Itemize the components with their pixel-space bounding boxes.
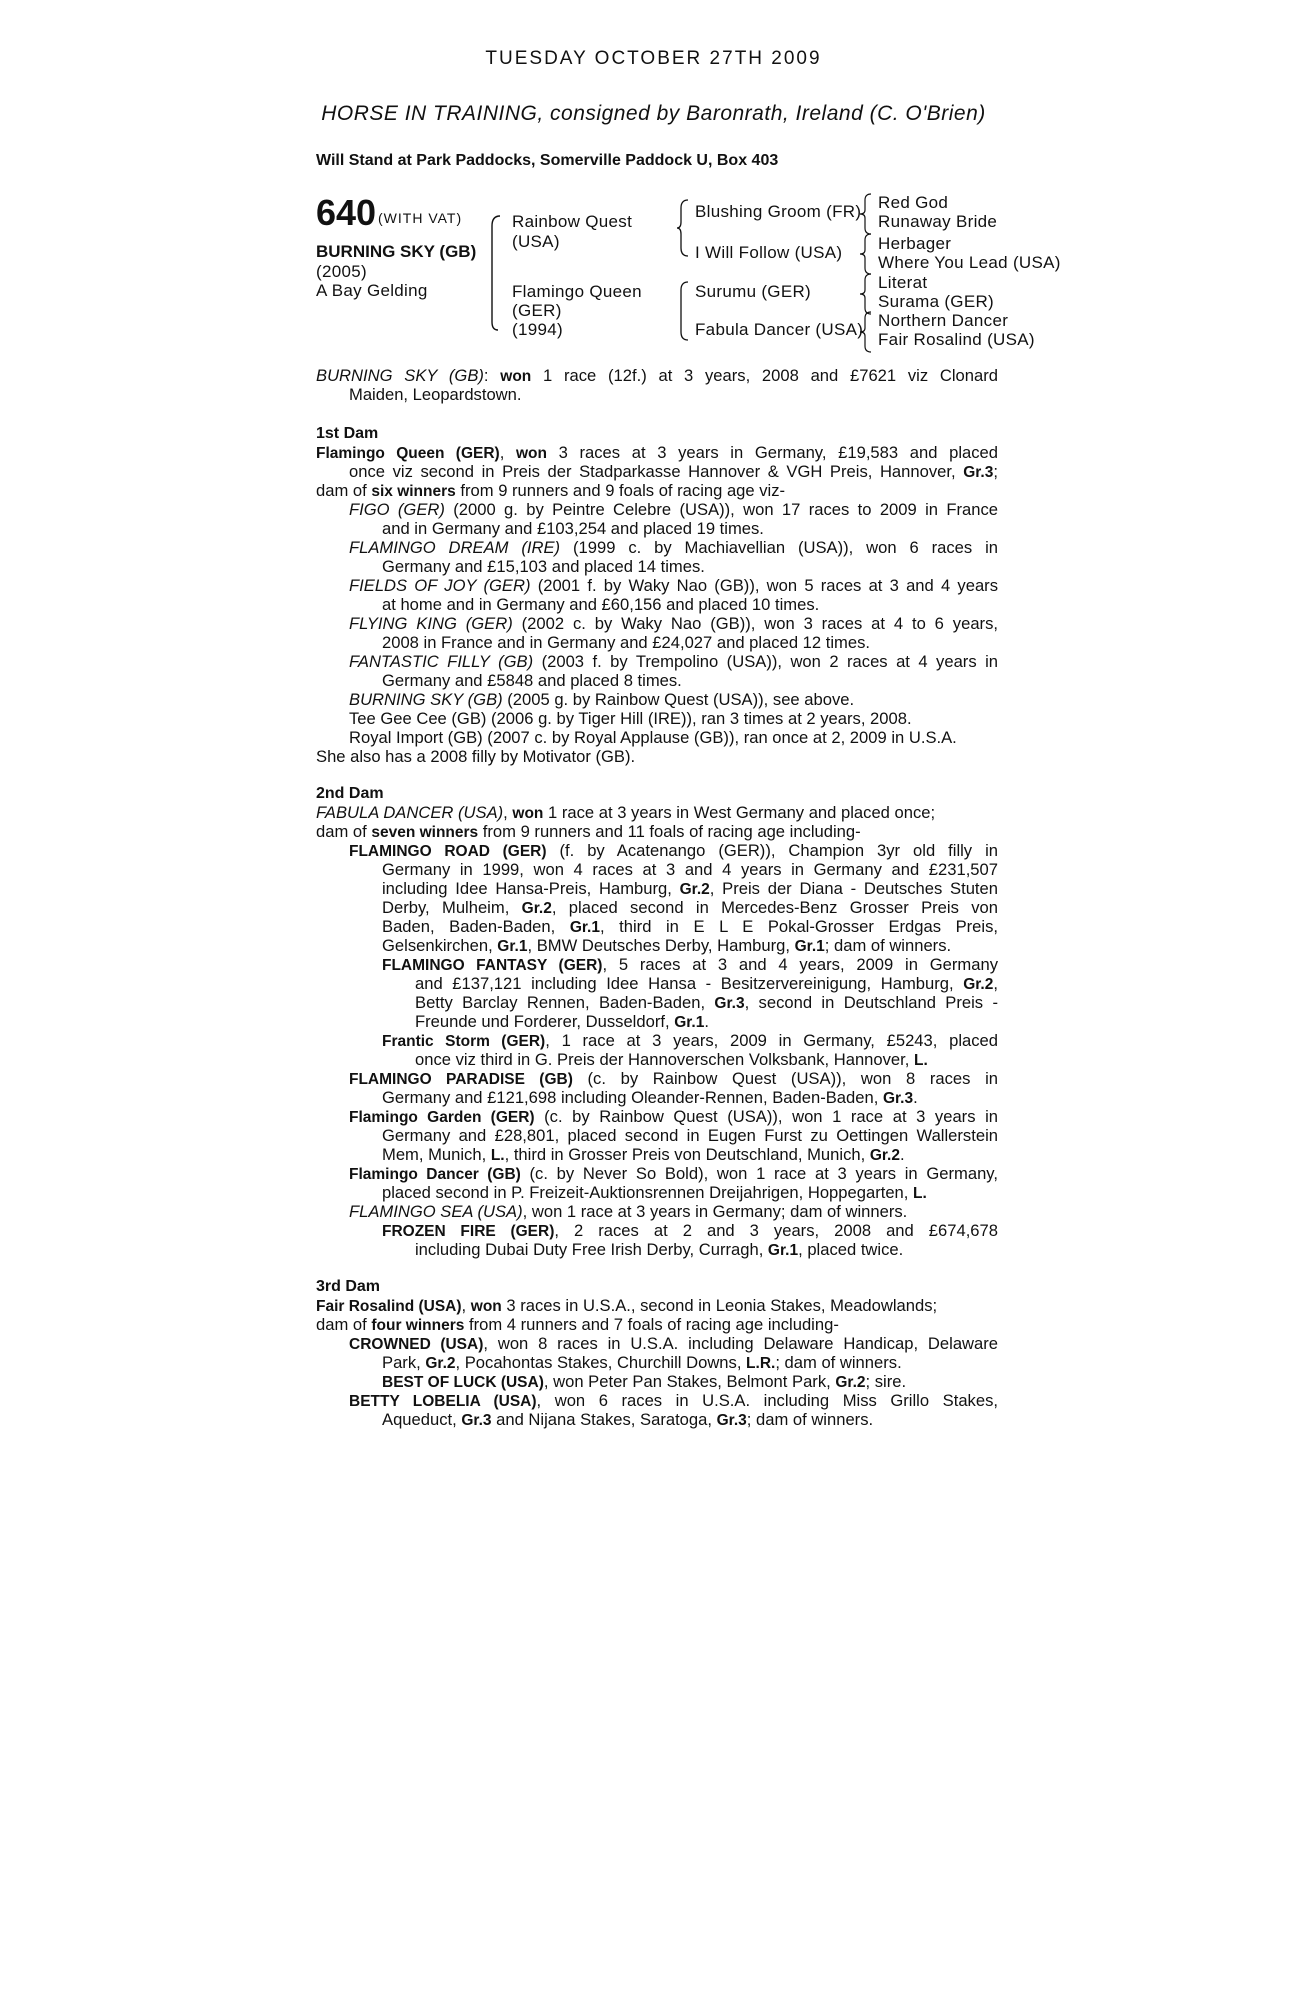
text-line — [316, 366, 998, 385]
text-run: Gr.2 — [869, 1147, 900, 1164]
ggp-5: Literat — [878, 273, 928, 292]
text-run: , — [503, 803, 513, 822]
ggp-8: Fair Rosalind (USA) — [878, 330, 1035, 349]
text-line — [316, 1107, 998, 1126]
text-line — [316, 500, 998, 519]
text-line: Tee Gee Cee (GB) (2006 g. by Tiger Hill (IRE)), ran 3 times at 2 years, 2008. — [349, 709, 912, 728]
text-line — [316, 1391, 998, 1410]
text-run: Flamingo Dancer (GB) — [349, 1166, 521, 1183]
text-run: FABULA DANCER (USA) — [316, 803, 504, 822]
text-run: , placed twice. — [798, 1240, 904, 1259]
text-run: Gr.2 — [835, 1374, 866, 1391]
text-line: Maiden, Leopardstown. — [349, 385, 522, 404]
text-run: Derby, Mulheim, — [382, 898, 522, 917]
text-run: CROWNED (USA) — [349, 1336, 484, 1353]
text-run: dam of — [316, 481, 372, 500]
text-run: once viz third in G. Preis der Hannoverschen Volksbank, Hannover, — [415, 1050, 914, 1069]
text-run: . — [899, 1145, 905, 1164]
brace-g4 — [858, 310, 874, 354]
text-line — [316, 879, 998, 898]
text-run: from 9 runners and 11 foals of racing age including- — [478, 822, 861, 841]
ggp-4: Where You Lead (USA) — [878, 253, 1061, 272]
text-run: FLAMINGO ROAD (GER) — [349, 843, 547, 860]
text-run: . — [704, 1012, 709, 1031]
consignment-line: HORSE IN TRAINING, consigned by Baronrath, Ireland (C. O'Brien) — [321, 102, 986, 125]
dam-origin: (GER) — [512, 301, 562, 320]
text-run: Gr.1 — [767, 1242, 799, 1259]
text-run: placed second in P. Freizeit-Auktionsrennen Dreijahrigen, Hoppegarten, — [382, 1183, 914, 1202]
text-run: FLAMINGO FANTASY (GER) — [382, 957, 603, 974]
text-run: Gr.1 — [497, 938, 528, 955]
text-run: Gelsenkirchen, — [382, 936, 498, 955]
text-line — [316, 1145, 998, 1164]
text-line — [316, 576, 998, 595]
text-run: 3 races at 3 years in Germany, £19,583 and placed — [546, 443, 998, 462]
text-run: Gr.3 — [882, 1090, 914, 1107]
pedigree-brace-main — [486, 212, 506, 332]
text-line: Germany in 1999, won 4 races at 3 and 4 years in Germany and £231,507 — [382, 860, 998, 879]
text-run: Gr.2 — [425, 1355, 456, 1372]
text-run: Gr.2 — [521, 900, 552, 917]
third-dam-heading: 3rd Dam — [316, 1278, 381, 1295]
text-run: FIGO (GER) — [349, 500, 445, 519]
text-line — [316, 841, 998, 860]
sire-sire: Blushing Groom (FR) — [695, 202, 862, 221]
text-run: 1 race (12f.) at 3 years, 2008 and £7621 viz Clonard — [531, 366, 998, 385]
text-run: (c. by Rainbow Quest (USA)), won 1 race at 3 years in — [534, 1107, 998, 1126]
stand-location: Will Stand at Park Paddocks, Somerville Paddock U, Box 403 — [316, 152, 779, 169]
text-line — [316, 1372, 998, 1391]
sire-dam: I Will Follow (USA) — [695, 243, 843, 262]
second-dam-section — [316, 784, 998, 1259]
text-run: FLYING KING (GER) — [349, 614, 513, 633]
ggp-2: Runaway Bride — [878, 212, 998, 231]
text-run: (1999 c. by Machiavellian (USA)), won 6 races in — [560, 538, 998, 557]
text-line — [316, 1012, 998, 1031]
text-run: once viz second in Preis der Stadparkasse Hannover & VGH Preis, Hannover, — [349, 462, 964, 481]
text-run: (c. by Rainbow Quest (USA)), won 8 races in — [572, 1069, 998, 1088]
text-line — [316, 1410, 998, 1429]
text-run: won — [470, 1298, 502, 1315]
text-line: Germany and £15,103 and placed 14 times. — [382, 557, 705, 576]
text-run: Mem, Munich, — [382, 1145, 491, 1164]
text-line — [316, 1315, 998, 1334]
text-run: won — [512, 805, 544, 822]
ggp-6: Surama (GER) — [878, 292, 995, 311]
text-line — [316, 1031, 998, 1050]
ggp-1: Red God — [878, 193, 949, 212]
text-line — [316, 974, 998, 993]
text-run: 1 race at 3 years in West Germany and placed once; — [543, 803, 936, 822]
text-run: Gr.2 — [963, 976, 994, 993]
text-run: (c. by Never So Bold), won 1 race at 3 years in Germany, — [520, 1164, 998, 1183]
text-run: including Idee Hansa-Preis, Hamburg, — [382, 879, 680, 898]
text-line — [316, 1221, 998, 1240]
text-run: , second in Deutschland Preis - — [744, 993, 998, 1012]
text-run: (2000 g. by Peintre Celebre (USA)), won 17 races to 2009 in France — [444, 500, 998, 519]
text-run: Gr.1 — [569, 919, 600, 936]
sire-name: Rainbow Quest — [512, 212, 633, 231]
text-run: BURNING SKY (GB) — [316, 366, 484, 385]
text-run: , won 8 races in U.S.A. including Delaware Handicap, Delaware — [483, 1334, 999, 1353]
brace-g2 — [858, 232, 874, 276]
text-run: Gr.2 — [679, 881, 710, 898]
foaling-year: (2005) — [316, 262, 367, 281]
text-run: . — [913, 1088, 918, 1107]
text-line: Germany and £5848 and placed 8 times. — [382, 671, 682, 690]
text-run: L. — [490, 1147, 505, 1164]
text-line: Royal Import (GB) (2007 c. by Royal Applause (GB)), ran once at 2, 2009 in U.S.A. — [349, 728, 957, 747]
text-run: , third in E L E Pokal-Grosser Erdgas Preis, — [599, 917, 998, 936]
text-run: , won Peter Pan Stakes, Belmont Park, — [543, 1372, 836, 1391]
text-line — [316, 917, 998, 936]
text-run: , — [499, 443, 516, 462]
text-run: FLAMINGO SEA (USA) — [349, 1202, 523, 1221]
lot-number: 640 — [316, 192, 377, 233]
text-run: ; sire. — [865, 1372, 907, 1391]
text-run: ; — [993, 462, 998, 481]
third-dam-section — [316, 1277, 998, 1429]
text-run: , 2 races at 2 and 3 years, 2008 and £674,678 — [554, 1221, 998, 1240]
text-run: , 5 races at 3 and 4 years, 2009 in Germany — [602, 955, 998, 974]
text-run: (2001 f. by Waky Nao (GB)), won 5 races at 3 and 4 years — [530, 576, 998, 595]
sale-date-header: TUESDAY OCTOBER 27TH 2009 — [485, 48, 822, 69]
text-line — [316, 955, 998, 974]
text-run: , won 1 race at 3 years in Germany; dam of winners. — [522, 1202, 908, 1221]
text-line — [316, 1050, 998, 1069]
text-line — [316, 481, 998, 500]
text-run: (2003 f. by Trempolino (USA)), won 2 races at 4 years in — [533, 652, 998, 671]
text-line: Germany and £28,801, placed second in Eugen Furst zu Oettingen Wallerstein — [382, 1126, 998, 1145]
text-run: Betty Barclay Rennen, Baden-Baden, — [415, 993, 715, 1012]
text-run: from 4 runners and 7 foals of racing age including- — [464, 1315, 839, 1334]
text-run: ; dam of winners. — [775, 1353, 902, 1372]
text-line — [316, 1202, 998, 1221]
text-run: Flamingo Garden (GER) — [349, 1109, 535, 1126]
text-line — [316, 993, 998, 1012]
text-run: dam of — [316, 822, 372, 841]
text-run: six winners — [371, 483, 456, 500]
text-run: won — [500, 368, 532, 385]
text-line — [316, 1353, 998, 1372]
text-run: Gr.3 — [716, 1412, 747, 1429]
second-dam-heading: 2nd Dam — [316, 785, 384, 802]
text-run: Germany and £121,698 including Oleander-Rennen, Baden-Baden, — [382, 1088, 883, 1107]
text-line — [316, 822, 998, 841]
ggp-3: Herbager — [878, 234, 952, 253]
text-run: FIELDS OF JOY (GER) — [349, 576, 531, 595]
text-run: and £137,121 including Idee Hansa - Besitzervereinigung, Hamburg, — [415, 974, 964, 993]
sire-origin: (USA) — [512, 232, 560, 251]
text-run: from 9 runners and 9 foals of racing age viz- — [455, 481, 786, 500]
dam-sire: Surumu (GER) — [695, 282, 812, 301]
text-run: ; dam of winners. — [746, 1410, 874, 1429]
dam-year: (1994) — [512, 320, 563, 339]
text-line — [316, 538, 998, 557]
text-run: Gr.3 — [963, 464, 994, 481]
text-run: Frantic Storm (GER) — [382, 1033, 546, 1050]
text-run: four winners — [371, 1317, 465, 1334]
text-run: including Dubai Duty Free Irish Derby, Curragh, — [415, 1240, 768, 1259]
text-run: (f. by Acatenango (GER)), Champion 3yr old filly in — [546, 841, 998, 860]
text-run: and Nijana Stakes, Saratoga, — [491, 1410, 717, 1429]
text-line: She also has a 2008 filly by Motivator (GB). — [316, 747, 636, 766]
text-line: at home and in Germany and £60,156 and placed 10 times. — [382, 595, 820, 614]
text-run: FLAMINGO DREAM (IRE) — [349, 538, 561, 557]
text-run: L.R. — [746, 1355, 776, 1372]
text-line — [316, 898, 998, 917]
dam-name: Flamingo Queen — [512, 282, 642, 301]
first-dam-heading: 1st Dam — [316, 425, 379, 442]
text-run: Baden, Baden-Baden, — [382, 917, 570, 936]
text-run: BETTY LOBELIA (USA) — [349, 1393, 537, 1410]
text-run: Aqueduct, — [382, 1410, 462, 1429]
text-run: , third in Grosser Preis von Deutschland, Munich, — [504, 1145, 870, 1164]
text-line — [316, 462, 998, 481]
text-run: FANTASTIC FILLY (GB) — [349, 652, 534, 671]
text-run: (2002 c. by Waky Nao (GB)), won 3 races at 4 to 6 years, — [512, 614, 998, 633]
text-run: FLAMINGO PARADISE (GB) — [349, 1071, 573, 1088]
text-run: Gr.3 — [461, 1412, 492, 1429]
text-run: ; dam of winners. — [824, 936, 952, 955]
text-run: Gr.1 — [674, 1014, 705, 1031]
vat-note: (WITH VAT) — [378, 210, 463, 226]
text-run: FROZEN FIRE (GER) — [382, 1223, 555, 1240]
text-run: L. — [913, 1185, 927, 1202]
text-run: Gr.3 — [714, 995, 745, 1012]
text-line — [316, 1183, 998, 1202]
pedigree-brace-sire — [676, 198, 692, 258]
dam-dam: Fabula Dancer (USA) — [695, 320, 864, 339]
text-run: , Pocahontas Stakes, Churchill Downs, — [455, 1353, 747, 1372]
text-run: , BMW Deutsches Derby, Hamburg, — [527, 936, 795, 955]
text-run: dam of — [316, 1315, 372, 1334]
text-run: (2005 g. by Rainbow Quest (USA)), see above. — [502, 690, 855, 709]
text-run: , Preis der Diana - Deutsches Stuten — [709, 879, 998, 898]
text-run: Fair Rosalind (USA) — [316, 1298, 462, 1315]
ggp-7: Northern Dancer — [878, 311, 1009, 330]
text-line — [316, 936, 998, 955]
text-line — [316, 614, 998, 633]
text-run: Flamingo Queen (GER) — [316, 445, 500, 462]
race-summary — [316, 366, 998, 404]
text-run: , placed second in Mercedes-Benz Grosser Preis von — [551, 898, 998, 917]
horse-description: A Bay Gelding — [316, 281, 428, 300]
text-line — [316, 443, 998, 462]
text-run: BURNING SKY (GB) — [349, 690, 503, 709]
text-run: : — [483, 366, 501, 385]
text-run: 3 races in U.S.A., second in Leonia Stakes, Meadowlands; — [501, 1296, 938, 1315]
text-line — [316, 1334, 998, 1353]
first-dam-section — [316, 424, 998, 766]
text-run: L. — [914, 1052, 928, 1069]
text-line — [316, 1296, 998, 1315]
text-line: and in Germany and £103,254 and placed 19 times. — [382, 519, 764, 538]
text-run: Park, — [382, 1353, 426, 1372]
text-run: , — [461, 1296, 471, 1315]
horse-name: BURNING SKY (GB) — [316, 242, 477, 261]
text-run: Freunde und Forderer, Dusseldorf, — [415, 1012, 675, 1031]
text-line — [316, 1088, 998, 1107]
text-line — [316, 1240, 998, 1259]
text-run: , — [993, 974, 998, 993]
text-run: won — [515, 445, 547, 462]
text-line — [316, 652, 998, 671]
brace-g1 — [858, 192, 874, 236]
text-run: BEST OF LUCK (USA) — [382, 1374, 544, 1391]
text-line — [316, 1069, 998, 1088]
text-run: , 1 race at 3 years, 2009 in Germany, £5243, placed — [545, 1031, 999, 1050]
text-line — [316, 1164, 998, 1183]
text-run: seven winners — [371, 824, 479, 841]
text-line — [316, 803, 998, 822]
pedigree-brace-dam — [676, 280, 692, 342]
text-run: Gr.1 — [794, 938, 825, 955]
text-line: 2008 in France and in Germany and £24,027 and placed 12 times. — [382, 633, 870, 652]
text-run: , won 6 races in U.S.A. including Miss Grillo Stakes, — [536, 1391, 998, 1410]
text-line — [316, 690, 998, 709]
